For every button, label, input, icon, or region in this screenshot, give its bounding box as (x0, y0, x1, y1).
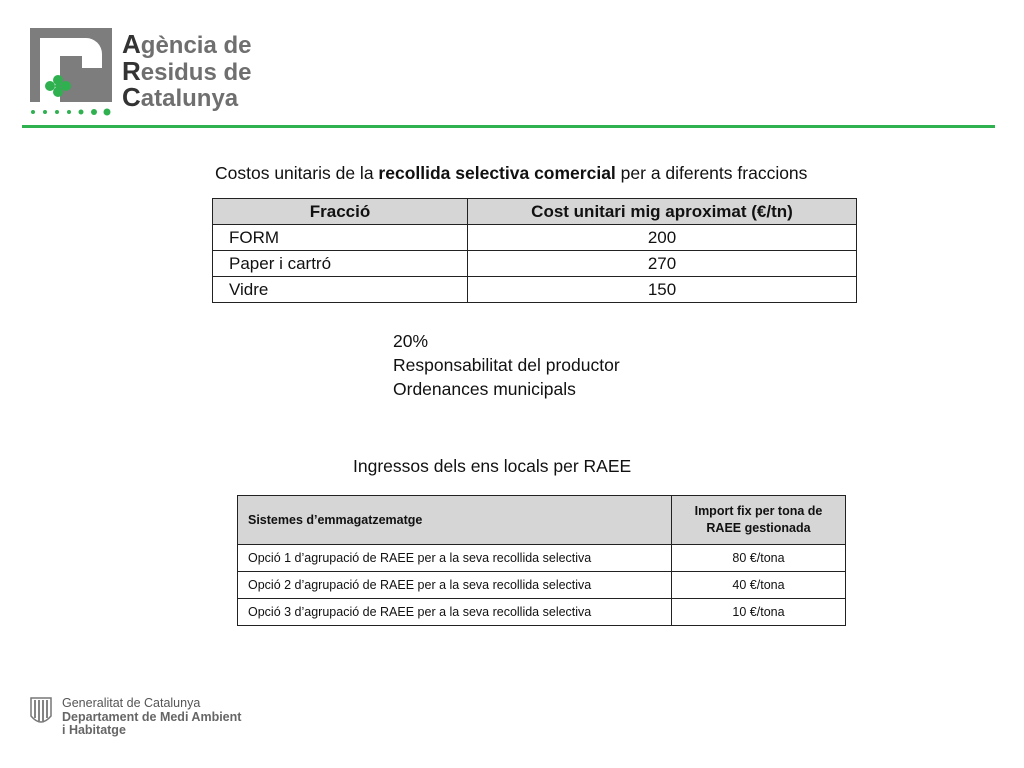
note-item: Ordenances municipals (393, 379, 576, 399)
column-header: Cost unitari mig aproximat (€/tn) (468, 199, 857, 225)
table-cell: 270 (468, 251, 857, 277)
table-row (213, 251, 857, 277)
table-header-row (213, 199, 857, 225)
table-cell: Paper i cartró (213, 251, 468, 277)
table-cell: Opció 1 d’agrupació de RAEE per a la seva recollida selectiva (238, 545, 672, 572)
arc-logo-icon (30, 28, 112, 102)
note-item: 20% (393, 331, 429, 351)
section2-heading: Ingressos dels ens locals per RAEE (353, 456, 632, 476)
table-cell: Vidre (213, 277, 468, 303)
column-header: Sistemes d’emmagatzematge (238, 496, 672, 545)
table-cell: 150 (468, 277, 857, 303)
table-cell: Opció 3 d’agrupació de RAEE per a la seva recollida selectiva (238, 599, 672, 626)
table-cell: FORM (213, 225, 468, 251)
header-divider (22, 125, 995, 128)
table-row (238, 572, 846, 599)
table-header-row (238, 496, 846, 545)
table-cell: 40 €/tona (672, 572, 846, 599)
table-row (213, 277, 857, 303)
generalitat-logo-icon (30, 696, 52, 726)
table-row (213, 225, 857, 251)
column-header: Import fix per tona de RAEE gestionada (672, 496, 846, 545)
section1-heading: Costos unitaris de la recollida selectiva comercial per a diferents fraccions (215, 163, 808, 183)
footer-department: Generalitat de Catalunya Departament de Medi Ambient i Habitatge (62, 696, 242, 737)
collection-cost-table (212, 198, 857, 303)
note-item: Responsabilitat del productor (393, 355, 620, 375)
notes-list (393, 329, 620, 401)
table-cell: 10 €/tona (672, 599, 846, 626)
table-cell: 80 €/tona (672, 545, 846, 572)
table-row (238, 545, 846, 572)
table-cell: Opció 2 d’agrupació de RAEE per a la seva recollida selectiva (238, 572, 672, 599)
table-row (238, 599, 846, 626)
column-header: Fracció (213, 199, 468, 225)
logo-dots-icon (30, 106, 114, 118)
agency-name: Agència de Residus de Catalunya (122, 29, 252, 112)
raee-income-table (237, 495, 846, 626)
table-cell: 200 (468, 225, 857, 251)
